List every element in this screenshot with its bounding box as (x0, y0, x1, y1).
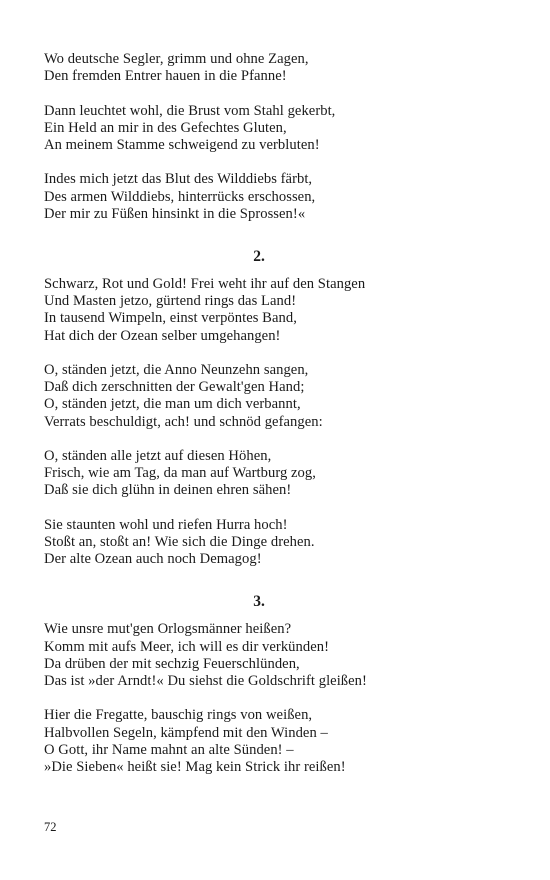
stanza (44, 517, 514, 569)
section-heading-2: 2. (253, 248, 265, 265)
section-heading-3: 3. (253, 593, 265, 611)
poem-line: Schwarz, Rot und Gold! Frei weht ihr auf den Stangen (44, 276, 366, 292)
stanza (44, 362, 514, 431)
poem-line: Komm mit aufs Meer, ich will es dir verkünden! (44, 638, 330, 655)
poem-line: Und Masten jetzo, gürtend rings das Land! (44, 293, 297, 310)
stanza (44, 448, 514, 500)
poem-line: O Gott, ihr Name mahnt an alte Sünden! – (44, 741, 294, 758)
poem-line: Da drüben der mit sechzig Feuerschlünden, (44, 655, 300, 672)
stanza (44, 103, 514, 155)
poem-line: Verrats beschuldigt, ach! und schnöd gefangen: (44, 413, 323, 430)
poem-line: O, ständen jetzt, die man um dich verbannt, (44, 396, 301, 413)
poem-line: Daß dich zerschnitten der Gewalt'gen Hand; (44, 379, 305, 396)
stanza (44, 707, 514, 776)
poem-line: Daß sie dich glühn in deinen ehren sähen! (44, 482, 292, 499)
poem-line: Ein Held an mir in des Gefechtes Gluten, (44, 119, 287, 136)
poem-line: Hat dich der Ozean selber umgehangen! (44, 327, 281, 344)
poem-line: »Die Sieben« heißt sie! Mag kein Strick ihr reißen! (44, 759, 346, 776)
poem-line: Das ist »der Arndt!« Du siehst die Goldschrift gleißen! (44, 673, 367, 690)
poem-line: Indes mich jetzt das Blut des Wilddiebs färbt, (44, 171, 313, 188)
poem-page (44, 51, 514, 776)
poem-line: Der mir zu Füßen hinsinkt in die Sprossen!« (44, 205, 306, 222)
poem-line: O, ständen jetzt, die Anno Neunzehn sangen, (44, 362, 309, 378)
poem-line: Sie staunten wohl und riefen Hurra hoch! (44, 516, 288, 533)
poem-line: Dann leuchtet wohl, die Brust vom Stahl gekerbt, (44, 102, 336, 119)
poem-line: Den fremden Entrer hauen in die Pfanne! (44, 68, 287, 85)
poem-line: Stoßt an, stoßt an! Wie sich die Dinge drehen. (44, 534, 315, 550)
page-number: 72 (44, 820, 57, 834)
stanza (44, 171, 514, 223)
poem-line: Frisch, wie am Tag, da man auf Wartburg zog, (44, 465, 316, 482)
poem-line: An meinem Stamme schweigend zu verbluten! (44, 137, 320, 153)
poem-line: Der alte Ozean auch noch Demagog! (44, 551, 262, 568)
poem-line: In tausend Wimpeln, einst verpöntes Band, (44, 310, 297, 327)
poem-line: Wie unsre mut'gen Orlogsmänner heißen? (44, 621, 292, 638)
poem-line: O, ständen alle jetzt auf diesen Höhen, (44, 448, 272, 464)
stanza (44, 276, 514, 345)
stanza (44, 621, 514, 690)
stanza (44, 51, 514, 85)
poem-line: Wo deutsche Segler, grimm und ohne Zagen, (44, 51, 309, 67)
poem-line: Des armen Wilddiebs, hinterrücks erschossen, (44, 188, 316, 205)
poem-line: Hier die Fregatte, bauschig rings von weißen, (44, 707, 313, 724)
poem-line: Halbvollen Segeln, kämpfend mit den Winden – (44, 724, 328, 741)
